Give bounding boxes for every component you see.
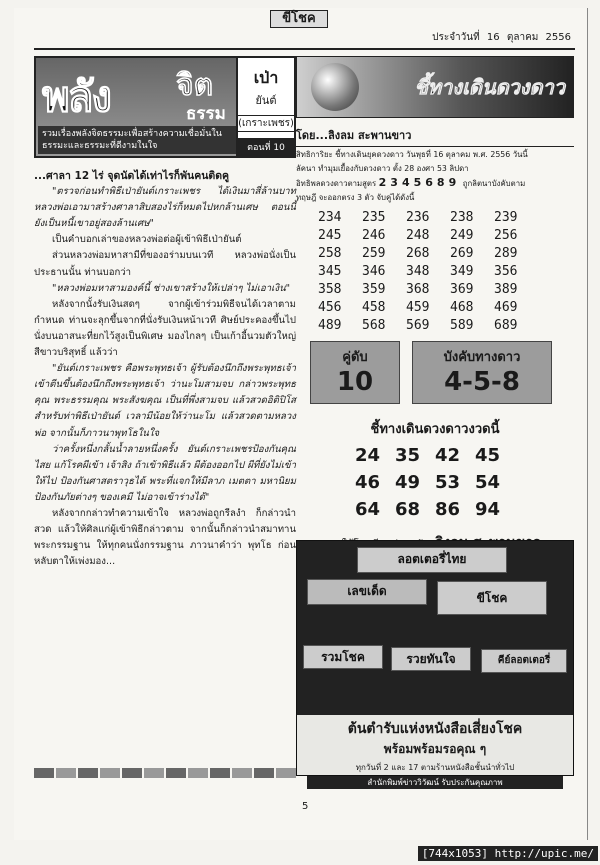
formula-line [296,177,574,190]
story-paragraph: "หลวงพ่อมหาสามองค์นี้ ช่างเขาสร้างให้เปล่าๆ ไม่เอาเงิน" [52,282,291,294]
three-digit-number: 268 [406,246,430,261]
two-digit-number: 42 [435,445,461,466]
three-digit-number: 468 [450,300,474,315]
story-text [34,168,296,570]
story-paragraph: หลังจากกล่าวทำความเข้าใจ หลวงพ่อถูกรีลงำ ก็กล่าวนำสวด แล้วให้ศิลแก่ผู้เข้าพิธีกล่าวตาม จากนั้นก็กล่าวนำสมาทานพระกรรมฐาน ให้ทุกคนนั่งกรรมฐาน ภาวนาคำว่า พุทโธ ก่อนหลับตาให้เพ่งมอง... [34,507,296,568]
three-digit-number: 359 [362,282,386,297]
ad-caption-schedule: ทุกวันที่ 2 และ 17 ตามร้านหนังสือชั้นนำทั่วไป [355,763,515,772]
three-digit-number: 389 [494,282,518,297]
formula-digits: 2345689 [378,176,461,189]
three-digit-number: 469 [494,300,518,315]
column-masthead [34,56,296,158]
right-column [296,56,574,554]
byline: โดย...ลิงลม สะพานขาว [296,126,574,147]
masthead-sub1: จิต [176,68,214,103]
three-digit-number: 289 [494,246,518,261]
two-digit-number: 24 [355,445,381,466]
three-digit-number: 238 [450,210,474,225]
three-digit-number: 459 [406,300,430,315]
info-line: ลัคนา ทำมุมเยื้องกับดวงดาว ตั้ง 28 องศา 53 ลิปดา [296,164,469,173]
banner-title: ชี้ทางเดินดวงดาว [414,75,565,99]
two-digit-number: 46 [355,472,381,493]
highlight-row [310,341,574,404]
three-digit-number: 239 [494,210,518,225]
story-paragraph: เป็นคำบอกเล่าของหลวงพ่อต่อผู้เข้าพิธีเป่ายันต์ [52,234,242,246]
three-digit-number: 358 [318,282,342,297]
three-digit-number: 568 [362,318,386,333]
three-digit-number: 456 [318,300,342,315]
three-digit-number: 248 [406,228,430,243]
two-digit-number: 64 [355,499,381,520]
ad-paper: รวมโชค [303,645,383,669]
date-line: สิทธิการิยะ ชี้ทางเดินยุคดวงดาว วันพุธที่ 16 ตุลาคม พ.ศ. 2556 วันนี้ [296,150,528,159]
ad-paper: ขีโชค [437,581,547,615]
two-digit-number: 86 [435,499,461,520]
two-digit-grid [355,445,515,520]
three-digit-number: 348 [406,264,430,279]
date-month: ตุลาคม [506,32,539,43]
date-prefix: ประจำวันที่ [432,32,480,43]
three-digit-number: 689 [494,318,518,333]
three-digit-number: 246 [362,228,386,243]
pair-label: คู่ดับ [342,350,368,365]
three-digit-number: 258 [318,246,342,261]
three-digit-number: 458 [362,300,386,315]
three-digit-number: 589 [450,318,474,333]
force-value: 4-5-8 [444,367,520,397]
two-digit-number: 35 [395,445,421,466]
three-digit-number: 346 [362,264,386,279]
pairing-line: ทฤษฎี จะออกตรง 3 ตัว จับคู่ได้ดังนี้ [296,193,415,202]
pair-box [310,341,400,404]
two-digit-number: 68 [395,499,421,520]
two-digit-label: ชี้ทางเดินดวงดาวงวดนี้ [370,422,500,437]
three-digit-number: 269 [450,246,474,261]
page-number: 5 [302,801,309,812]
newspaper-logo: ขีโชค [270,10,328,28]
story-paragraph: ว่าครั้งหนึ่งกลั้นน้ำลายหนึ่งครั้ง ยันต์เกราะเพชรป้องกันคุณไสย แก้โรคผีเข้า เจ้าสิง ถ้าเข้าพิธีแล้ว ผีต้องออกไป ผีที่ยังไม่เข้าให้ไป ป้องกันศาสตราวุธได้ พระที่แจกให้มีลาภ เมตตา มหานิยม ป้องกันภัยต่างๆ ของเคมี ไม่อาจเข้าร่างได้" [34,443,296,503]
episode-box [236,58,294,156]
ad-paper: ลอตเตอรี่ไทย [357,547,507,573]
formula-label: อิทธิพลดวงดาวตามสูตร [296,179,377,188]
pair-value: 10 [336,367,374,397]
ad-caption-publisher: สำนักพิมพ์ข่าววิวัฒน์ รับประกันคุณภาพ [307,776,563,789]
episode-number: ตอนที่ 10 [238,138,294,156]
three-digit-number: 569 [406,318,430,333]
three-digit-number: 349 [450,264,474,279]
two-digit-number: 53 [435,472,461,493]
ad-caption-sub: พร้อมพร้อมรอคุณ ๆ [383,742,487,756]
ad-paper: คีย์ลอตเตอรี่ [481,649,567,673]
force-label: บังคับทางดาว [443,350,521,365]
story-paragraph: ส่วนหลวงพ่อมหาสามีที่ของอร่ามบนเวที หลวงพ่อนั่งเป็นประธานนั้น ท่านบอกว่า [34,250,296,278]
newspaper-ad [296,540,574,787]
three-digit-number: 234 [318,210,342,225]
source-stamp: [744x1053] http://upic.me/ [418,846,598,861]
three-digit-number: 368 [406,282,430,297]
episode-box-top: เป่า [253,68,279,87]
header-rule [34,48,575,50]
story-paragraph: หลังจากนั้งรับเงินสดๆ จากผู้เข้าร่วมพิธีจนได้เวลาตามกำหนด ท่านจะลุกขึ้นจากที่นั่งรับเงินหน้าเวที ศิษย์ประคองขึ้นไปนั่งบนอาสนะที่ยกไว้สูงเป็นพิเศษ มองไกลๆ เป็นเก้าอี้นวมตัวใหญ่สีขาวบริสุทธิ์ แล้วว่า [34,298,296,359]
three-digit-number: 249 [450,228,474,243]
three-digit-number: 245 [318,228,342,243]
story-paragraph: "ยันต์เกราะเพชร คือพระพุทธเจ้า ผู้รับต้องนึกถึงพระพุทธเจ้า เข้าตีนขึ้นต้องนึกถึงพระพุทธเจ้า ว่านะโมสามจบ กล่าวพระพุทธคุณ พระธรรมคุณ พระสังฆคุณ เป็นที่พึ่งสามจบ แล้วสวดอิติปิโส สำหรับท่าพิธีเป่ายันต์ เวลามีน้อยให้ว่านะโม แล้วสวดตามหลวงพ่อ จากนั้นก็ภาวนาพุทโธในใจ [34,363,296,439]
planet-icon [311,63,359,111]
formula-suffix: ถูกลิตนาบังคับตาม [462,179,526,188]
episode-box-mid: ยันต์ [255,94,277,107]
left-column [34,56,296,570]
two-digit-number: 54 [475,472,501,493]
two-digit-number: 94 [475,499,501,520]
three-digit-grid [318,210,574,333]
three-digit-number: 345 [318,264,342,279]
episode-box-name: (เกราะเพชร) [238,115,294,132]
three-digit-number: 356 [494,264,518,279]
ad-caption-title: ต้นตำรับแห่งหนังสือเสี่ยงโชค [347,721,523,737]
three-digit-number: 256 [494,228,518,243]
three-digit-number: 489 [318,318,342,333]
date-year: 2556 [545,32,571,43]
story-paragraph: "ตรวจก่อนทำพิธีเป่ายันต์เกราะเพชร ได้เงินมาสี่ล้านบาท หลวงพ่อเอามาสร้างศาลาสิบสองไร่ก็หมดไปหกล้านเศษ ตอนนี้ยังเป็นหนี้เขาอยู่สองล้านเศษ" [34,186,296,230]
ad-paper: เลขเด็ด [307,579,427,605]
three-digit-number: 259 [362,246,386,261]
masthead-title: พลัง [42,72,110,121]
three-digit-number: 369 [450,282,474,297]
ad-caption [297,715,573,787]
column-banner [296,56,574,118]
two-digit-number: 49 [395,472,421,493]
three-digit-number: 236 [406,210,430,225]
date-day: 16 [486,32,500,43]
masthead-sub2: ธรรม [186,104,226,124]
page [14,8,588,840]
force-box [412,341,552,404]
footer-bar [34,768,296,778]
story-heading: ...ศาลา 12 ไร่ จุดนัดได้เท่าไรก็พันคนติดคู [34,170,230,182]
masthead-tagline: รวมเรื่องพลังจิตธรรมะเพื่อสร้างความเชื่อมั่นในธรรมะและธรรมะที่ดีงามในใจ [38,126,238,154]
three-digit-number: 235 [362,210,386,225]
issue-date [428,30,571,45]
two-digit-number: 45 [475,445,501,466]
ad-paper: รวยทันใจ [391,647,471,671]
